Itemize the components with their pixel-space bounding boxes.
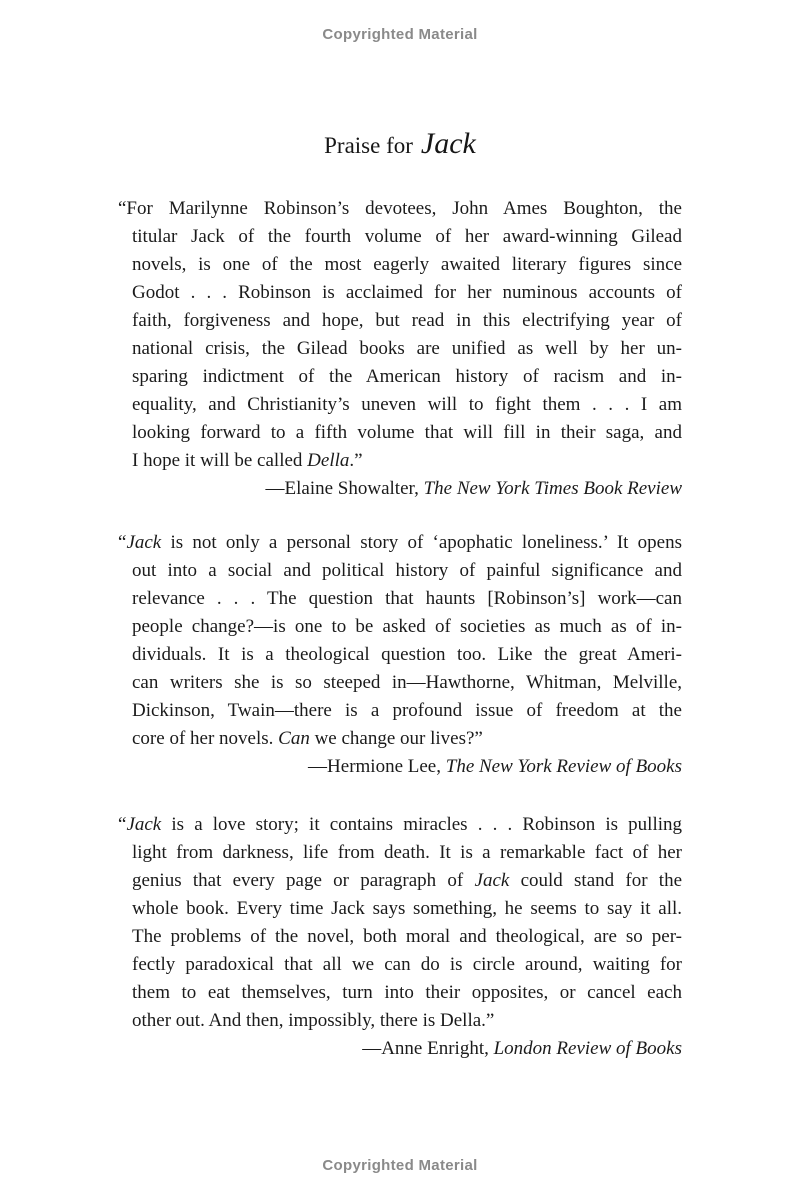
page-title <box>0 124 800 166</box>
text-segment: we change our lives?” <box>309 728 483 749</box>
quote-line <box>132 363 682 391</box>
quote-line <box>132 585 682 613</box>
quote-line <box>132 951 682 979</box>
text-segment: whole book. Every time Jack says something, he seems to say it all. <box>132 898 682 919</box>
quote-line <box>132 923 682 951</box>
copyright-banner-bottom: Copyrighted Material <box>322 1157 478 1174</box>
text-segment: I hope it will be called <box>132 450 308 471</box>
text-segment: Dickinson, Twain—there is a profound issue of freedom at the <box>132 700 682 721</box>
quote-attribution <box>132 475 682 503</box>
text-segment: The problems of the novel, both moral and theological, are so per- <box>132 926 682 947</box>
quote-line <box>132 391 682 419</box>
quote-line <box>132 447 682 475</box>
quote-line <box>132 223 682 251</box>
text-segment: them to eat themselves, turn into their opposites, or cancel each <box>132 982 682 1003</box>
quote-line <box>118 195 682 223</box>
quote-attribution <box>132 753 682 781</box>
italic-text: The New York Review of Books <box>445 756 682 777</box>
text-segment: other out. And then, impossibly, there is Della.” <box>132 1010 495 1031</box>
quote-block-2 <box>118 529 682 781</box>
text-segment: Godot . . . Robinson is acclaimed for her numinous accounts of <box>132 282 682 303</box>
quote-line <box>132 335 682 363</box>
text-segment: titular Jack of the fourth volume of her award-winning Gilead <box>132 226 682 247</box>
text-segment: relevance . . . The question that haunts [Robinson’s] work—can <box>132 588 682 609</box>
quote-line <box>132 419 682 447</box>
text-segment: equality, and Christianity’s uneven will to fight them . . . I am <box>132 394 682 415</box>
quote-line <box>132 839 682 867</box>
text-segment: —Elaine Showalter, <box>265 478 424 499</box>
quote-line <box>132 251 682 279</box>
quote-line <box>132 1007 682 1035</box>
text-segment: sparing indictment of the American history of racism and in- <box>132 366 682 387</box>
text-segment: novels, is one of the most eagerly awaited literary figures since <box>132 254 682 275</box>
text-segment: genius that every page or paragraph of <box>132 870 475 891</box>
copyright-banner-top: Copyrighted Material <box>322 26 478 43</box>
quote-line <box>132 697 682 725</box>
text-segment: can writers she is so steeped in—Hawthorne, Whitman, Melville, <box>132 672 682 693</box>
quote-line <box>132 669 682 697</box>
italic-text: Jack <box>126 532 162 553</box>
quote-attribution <box>132 1035 682 1063</box>
quote-line <box>132 641 682 669</box>
text-segment: is a love story; it contains miracles . . . Robinson is pulling <box>161 814 682 835</box>
quote-line <box>132 613 682 641</box>
italic-text: Della <box>307 450 350 471</box>
book-title: Jack <box>420 127 476 160</box>
quote-line <box>132 557 682 585</box>
text-segment: national crisis, the Gilead books are unified as well by her un- <box>132 338 682 359</box>
quote-line <box>132 725 682 753</box>
italic-text: The New York Times Book Review <box>423 478 682 499</box>
quote-line <box>118 811 682 839</box>
quote-line <box>132 979 682 1007</box>
text-segment: dividuals. It is a theological question too. Like the great Ameri- <box>132 644 682 665</box>
italic-text: Jack <box>126 814 162 835</box>
praise-prefix: Praise for <box>324 133 413 158</box>
text-segment: “For Marilynne Robinson’s devotees, John Ames Boughton, the <box>118 198 682 219</box>
text-segment: —Hermione Lee, <box>308 756 446 777</box>
text-segment: —Anne Enright, <box>362 1038 494 1059</box>
text-segment: “ <box>118 814 127 835</box>
quote-block-3 <box>118 811 682 1063</box>
text-segment: core of her novels. <box>132 728 279 749</box>
text-segment: looking forward to a fifth volume that will fill in their saga, and <box>132 422 682 443</box>
italic-text: Can <box>278 728 310 749</box>
italic-text: London Review of Books <box>493 1038 682 1059</box>
quote-line <box>132 279 682 307</box>
text-segment: is not only a personal story of ‘apophatic loneliness.’ It opens <box>161 532 682 553</box>
text-segment: people change?—is one to be asked of societies as much as of in- <box>132 616 682 637</box>
text-segment: fectly paradoxical that all we can do is circle around, waiting for <box>132 954 682 975</box>
quote-line <box>132 867 682 895</box>
text-segment: light from darkness, life from death. It is a remarkable fact of her <box>132 842 682 863</box>
italic-text: Jack <box>474 870 510 891</box>
quote-line <box>132 307 682 335</box>
text-segment: faith, forgiveness and hope, but read in this electrifying year of <box>132 310 682 331</box>
quote-line <box>132 895 682 923</box>
quote-line <box>118 529 682 557</box>
quote-block-1 <box>118 195 682 503</box>
text-segment: out into a social and political history of painful significance and <box>132 560 682 581</box>
text-segment: could stand for the <box>509 870 683 891</box>
text-segment: .” <box>349 450 363 471</box>
text-segment: “ <box>118 532 127 553</box>
